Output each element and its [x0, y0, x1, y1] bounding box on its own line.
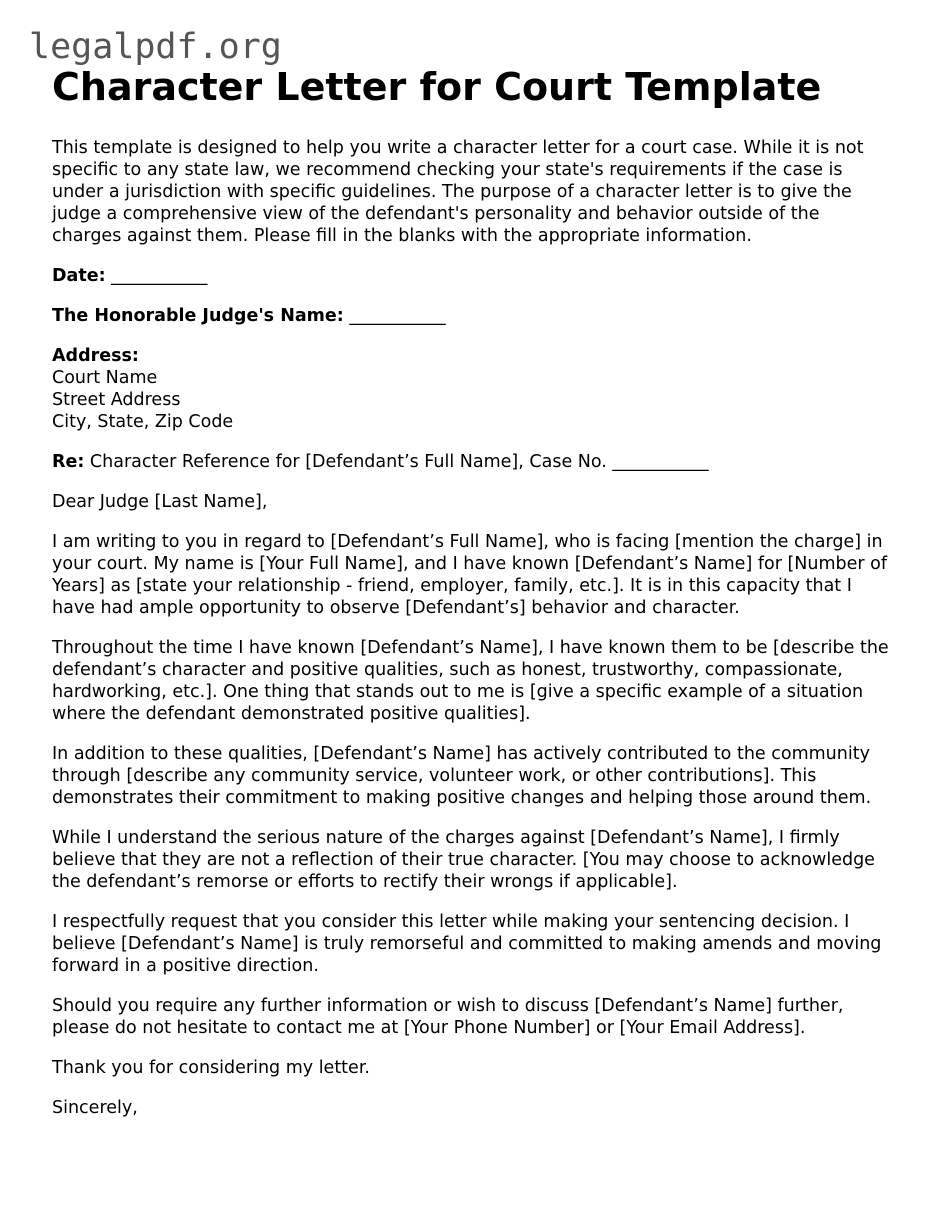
address-label: Address:: [52, 345, 139, 366]
body-paragraph: Thank you for considering my letter.: [52, 1057, 370, 1078]
intro-paragraph: This template is designed to help you write a character letter for a court case. While it is not specific to any state law, we recommend checking your state's requirements if the case is under a jurisdiction with specific guidelines. The purpose of a character letter is to give the judge a comprehensive view of the defendant's personality and behavior outside of the charges against them. Please fill in the blanks with the appropriate information.: [52, 137, 864, 246]
address-line: Street Address: [52, 389, 181, 410]
date-label: Date:: [52, 265, 106, 286]
body-paragraph: In addition to these qualities, [Defendant’s Name] has actively contributed to the community through [describe any community service, volunteer work, or other contributions]. This demonstrates their commitment to making positive changes and helping those around them.: [52, 743, 872, 808]
body-paragraph: Throughout the time I have known [Defendant’s Name], I have known them to be [describe the defendant’s character and positive qualities, such as honest, trustworthy, compassionate, hardworking, etc.]. One thing that stands out to me is [give a specific example of a situation where the defendant demonstrated positive qualities].: [52, 637, 889, 724]
date-field: [52, 265, 892, 287]
address-block: [52, 345, 892, 433]
body-paragraph: While I understand the serious nature of the charges against [Defendant’s Name], I firmly believe that they are not a reflection of their true character. [You may choose to acknowledge the defendant’s remorse or efforts to rectify their wrongs if applicable].: [52, 827, 875, 892]
judge-name-field: [52, 305, 892, 327]
body-paragraph: I am writing to you in regard to [Defendant’s Full Name], who is facing [mention the charge] in your court. My name is [Your Full Name], and I have known [Defendant’s Name] for [Number of Years] as [state your relationship - friend, employer, family, etc.]. It is in this capacity that I have had ample opportunity to observe [Defendant’s] behavior and character.: [52, 531, 888, 618]
address-line: City, State, Zip Code: [52, 411, 234, 432]
re-line: [52, 451, 892, 473]
judge-name-blank: ___________: [349, 305, 446, 326]
judge-name-label: The Honorable Judge's Name:: [52, 305, 344, 326]
document-page: [52, 64, 892, 1137]
body-paragraph: Should you require any further information or wish to discuss [Defendant’s Name] further, please do not hesitate to contact me at [Your Phone Number] or [Your Email Address].: [52, 995, 844, 1038]
closing: Sincerely,: [52, 1097, 138, 1118]
body-paragraph: I respectfully request that you consider this letter while making your sentencing decision. I believe [Defendant’s Name] is truly remorseful and committed to making amends and moving forward in a positive direction.: [52, 911, 882, 976]
re-text: Character Reference for [Defendant’s Full Name], Case No. ___________: [89, 451, 709, 472]
address-line: Court Name: [52, 367, 158, 388]
site-watermark: legalpdf.org: [29, 27, 282, 67]
document-title: Character Letter for Court Template: [52, 65, 822, 109]
re-label: Re:: [52, 451, 85, 472]
salutation: Dear Judge [Last Name],: [52, 491, 268, 512]
date-blank: ___________: [111, 265, 208, 286]
